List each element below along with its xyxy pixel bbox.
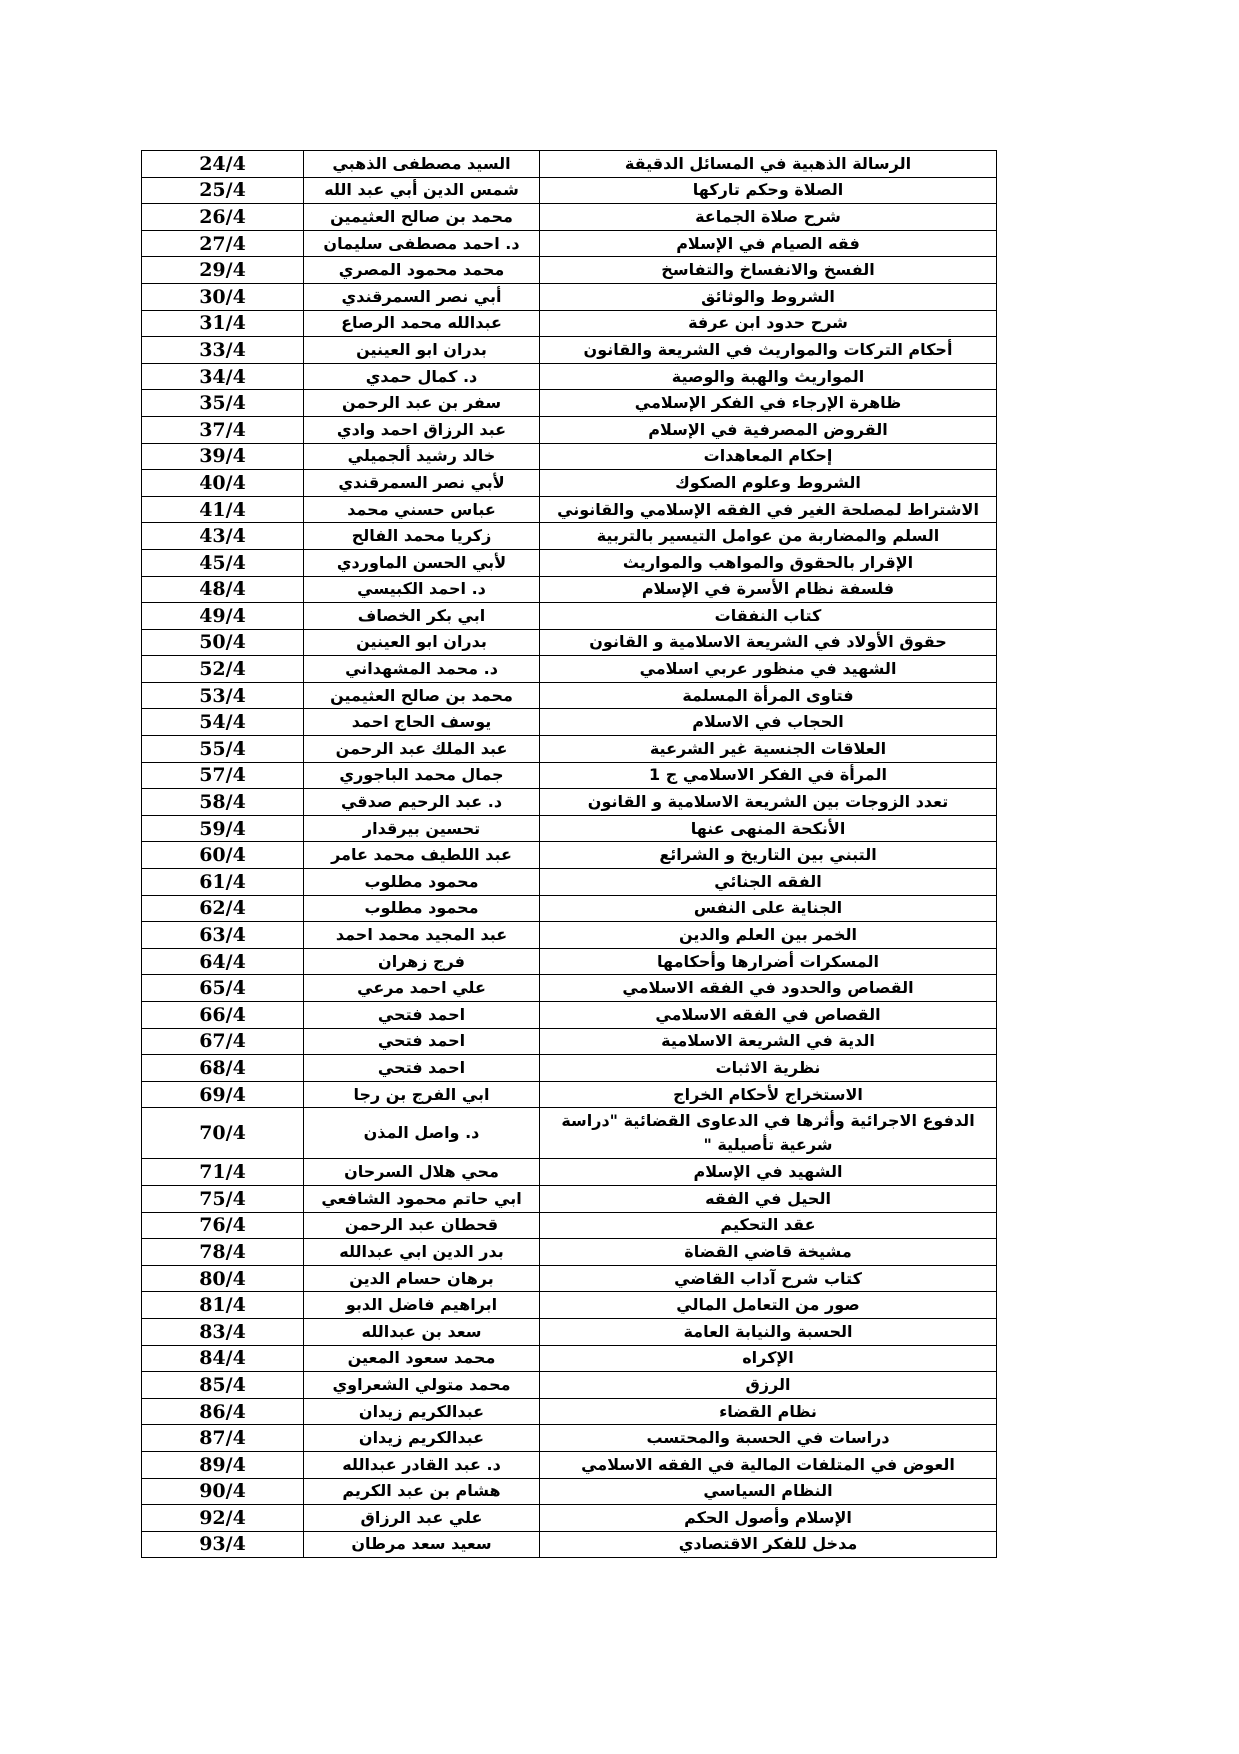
- table-row: [142, 576, 997, 603]
- shelf-code-cell: 49/4: [142, 603, 304, 630]
- book-title-cell: الإسلام وأصول الحكم: [540, 1505, 997, 1532]
- table-row: [142, 948, 997, 975]
- book-title-cell: ظاهرة الإرجاء في الفكر الإسلامي: [540, 390, 997, 417]
- table-row: [142, 1108, 997, 1159]
- table-row: [142, 603, 997, 630]
- book-title-cell: المسكرات أضرارها وأحكامها: [540, 948, 997, 975]
- shelf-code-cell: 52/4: [142, 656, 304, 683]
- author-cell: بدر الدين ابي عبدالله: [304, 1239, 540, 1266]
- book-title-cell: العوض في المتلفات المالية في الفقه الاسلامي: [540, 1451, 997, 1478]
- author-cell: د. احمد الكبيسي: [304, 576, 540, 603]
- book-title-cell: النظام السياسي: [540, 1478, 997, 1505]
- shelf-code-cell: 41/4: [142, 496, 304, 523]
- book-title-cell: الدية في الشريعة الاسلامية: [540, 1028, 997, 1055]
- book-title-cell: الحيل في الفقه: [540, 1185, 997, 1212]
- book-title-cell: الحجاب في الاسلام: [540, 709, 997, 736]
- table-row: [142, 549, 997, 576]
- book-title-cell: الفسخ والانفساخ والتفاسخ: [540, 257, 997, 284]
- book-title-cell: دراسات في الحسبة والمحتسب: [540, 1425, 997, 1452]
- shelf-code-cell: 65/4: [142, 975, 304, 1002]
- shelf-code-cell: 67/4: [142, 1028, 304, 1055]
- author-cell: د. محمد المشهداني: [304, 656, 540, 683]
- table-row: [142, 656, 997, 683]
- table-row: [142, 151, 997, 178]
- author-cell: د. عبد الرحيم صدقي: [304, 789, 540, 816]
- shelf-code-cell: 59/4: [142, 815, 304, 842]
- author-cell: محمود مطلوب: [304, 895, 540, 922]
- table-row: [142, 1372, 997, 1399]
- shelf-code-cell: 81/4: [142, 1292, 304, 1319]
- shelf-code-cell: 40/4: [142, 470, 304, 497]
- table-row: [142, 204, 997, 231]
- book-title-cell: القصاص والحدود في الفقه الاسلامي: [540, 975, 997, 1002]
- shelf-code-cell: 26/4: [142, 204, 304, 231]
- shelf-code-cell: 86/4: [142, 1398, 304, 1425]
- shelf-code-cell: 45/4: [142, 549, 304, 576]
- shelf-code-cell: 71/4: [142, 1159, 304, 1186]
- shelf-code-cell: 76/4: [142, 1212, 304, 1239]
- book-title-cell: كتاب النفقات: [540, 603, 997, 630]
- table-row: [142, 177, 997, 204]
- book-title-cell: فقه الصيام في الإسلام: [540, 230, 997, 257]
- author-cell: سعيد سعد مرطان: [304, 1531, 540, 1558]
- book-title-cell: القروض المصرفية في الإسلام: [540, 416, 997, 443]
- shelf-code-cell: 55/4: [142, 736, 304, 763]
- table-row: [142, 736, 997, 763]
- shelf-code-cell: 78/4: [142, 1239, 304, 1266]
- book-title-cell: الاشتراط لمصلحة الغير في الفقه الإسلامي والقانوني: [540, 496, 997, 523]
- book-title-cell: الحسبة والنيابة العامة: [540, 1318, 997, 1345]
- author-cell: محمد محمود المصري: [304, 257, 540, 284]
- book-title-cell: الشروط وعلوم الصكوك: [540, 470, 997, 497]
- author-cell: احمد فتحي: [304, 1002, 540, 1029]
- author-cell: قحطان عبد الرحمن: [304, 1212, 540, 1239]
- shelf-code-cell: 84/4: [142, 1345, 304, 1372]
- author-cell: محمود مطلوب: [304, 869, 540, 896]
- table-row: [142, 842, 997, 869]
- book-title-cell: فلسفة نظام الأسرة في الإسلام: [540, 576, 997, 603]
- shelf-code-cell: 90/4: [142, 1478, 304, 1505]
- author-cell: أبي نصر السمرقندي: [304, 283, 540, 310]
- table-row: [142, 390, 997, 417]
- book-title-cell: التبني بين التاريخ و الشرائع: [540, 842, 997, 869]
- table-row: [142, 922, 997, 949]
- author-cell: تحسين بيرقدار: [304, 815, 540, 842]
- shelf-code-cell: 53/4: [142, 682, 304, 709]
- table-row: [142, 1505, 997, 1532]
- author-cell: د. عبد القادر عبدالله: [304, 1451, 540, 1478]
- author-cell: زكريا محمد الفالح: [304, 523, 540, 550]
- table-row: [142, 762, 997, 789]
- author-cell: سفر بن عبد الرحمن: [304, 390, 540, 417]
- book-title-cell: أحكام التركات والمواريث في الشريعة والقانون: [540, 337, 997, 364]
- table-row: [142, 869, 997, 896]
- author-cell: احمد فتحي: [304, 1055, 540, 1082]
- author-cell: يوسف الحاج احمد: [304, 709, 540, 736]
- author-cell: محمد بن صالح العثيمين: [304, 682, 540, 709]
- book-title-cell: كتاب شرح آداب القاضي: [540, 1265, 997, 1292]
- shelf-code-cell: 50/4: [142, 629, 304, 656]
- shelf-code-cell: 30/4: [142, 283, 304, 310]
- author-cell: بدران ابو العينين: [304, 629, 540, 656]
- author-cell: ابي الفرج بن رجا: [304, 1081, 540, 1108]
- author-cell: ابي حاتم محمود الشافعي: [304, 1185, 540, 1212]
- author-cell: جمال محمد الباجوري: [304, 762, 540, 789]
- author-cell: السيد مصطفى الذهبي: [304, 151, 540, 178]
- book-title-cell: الرزق: [540, 1372, 997, 1399]
- book-title-cell: الشهيد في الإسلام: [540, 1159, 997, 1186]
- author-cell: محمد سعود المعين: [304, 1345, 540, 1372]
- author-cell: فرج زهران: [304, 948, 540, 975]
- shelf-code-cell: 48/4: [142, 576, 304, 603]
- table-row: [142, 337, 997, 364]
- book-title-cell: الجناية على النفس: [540, 895, 997, 922]
- table-row: [142, 629, 997, 656]
- table-row: [142, 975, 997, 1002]
- author-cell: عبد الملك عبد الرحمن: [304, 736, 540, 763]
- shelf-code-cell: 69/4: [142, 1081, 304, 1108]
- book-title-cell: السلم والمضاربة من عوامل التيسير بالتربية: [540, 523, 997, 550]
- table-row: [142, 496, 997, 523]
- book-title-cell: الصلاة وحكم تاركها: [540, 177, 997, 204]
- table-row: [142, 257, 997, 284]
- shelf-code-cell: 31/4: [142, 310, 304, 337]
- table-row: [142, 682, 997, 709]
- table-row: [142, 283, 997, 310]
- shelf-code-cell: 25/4: [142, 177, 304, 204]
- shelf-code-cell: 66/4: [142, 1002, 304, 1029]
- table-row: [142, 230, 997, 257]
- table-row: [142, 470, 997, 497]
- shelf-code-cell: 27/4: [142, 230, 304, 257]
- book-title-cell: نظام القضاء: [540, 1398, 997, 1425]
- book-title-cell: القصاص في الفقه الاسلامي: [540, 1002, 997, 1029]
- author-cell: د. واصل المذن: [304, 1108, 540, 1159]
- author-cell: برهان حسام الدين: [304, 1265, 540, 1292]
- shelf-code-cell: 87/4: [142, 1425, 304, 1452]
- book-title-cell: الإقرار بالحقوق والمواهب والمواريث: [540, 549, 997, 576]
- book-title-cell: الشهيد في منظور عربي اسلامي: [540, 656, 997, 683]
- table-row: [142, 815, 997, 842]
- author-cell: د. احمد مصطفى سليمان: [304, 230, 540, 257]
- shelf-code-cell: 83/4: [142, 1318, 304, 1345]
- table-row: [142, 1398, 997, 1425]
- author-cell: بدران ابو العينين: [304, 337, 540, 364]
- book-title-cell: مشيخة قاضي القضاة: [540, 1239, 997, 1266]
- author-cell: خالد رشيد ألجميلي: [304, 443, 540, 470]
- shelf-code-cell: 39/4: [142, 443, 304, 470]
- shelf-code-cell: 58/4: [142, 789, 304, 816]
- shelf-code-cell: 62/4: [142, 895, 304, 922]
- shelf-code-cell: 60/4: [142, 842, 304, 869]
- table-row: [142, 363, 997, 390]
- table-row: [142, 1239, 997, 1266]
- author-cell: عبد الرزاق احمد وادي: [304, 416, 540, 443]
- book-title-cell: نظرية الاثبات: [540, 1055, 997, 1082]
- table-row: [142, 310, 997, 337]
- book-title-cell: الشروط والوثائق: [540, 283, 997, 310]
- shelf-code-cell: 93/4: [142, 1531, 304, 1558]
- author-cell: ابي بكر الخصاف: [304, 603, 540, 630]
- table-row: [142, 789, 997, 816]
- author-cell: عبد المجيد محمد احمد: [304, 922, 540, 949]
- table-row: [142, 1478, 997, 1505]
- table-row: [142, 1159, 997, 1186]
- shelf-code-cell: 75/4: [142, 1185, 304, 1212]
- author-cell: لأبي الحسن الماوردي: [304, 549, 540, 576]
- shelf-code-cell: 68/4: [142, 1055, 304, 1082]
- table-row: [142, 1531, 997, 1558]
- book-title-cell: المواريث والهبة والوصية: [540, 363, 997, 390]
- author-cell: د. كمال حمدي: [304, 363, 540, 390]
- shelf-code-cell: 37/4: [142, 416, 304, 443]
- author-cell: عباس حسني محمد: [304, 496, 540, 523]
- author-cell: هشام بن عبد الكريم: [304, 1478, 540, 1505]
- shelf-code-cell: 70/4: [142, 1108, 304, 1159]
- book-title-cell: تعدد الزوجات بين الشريعة الاسلامية و القانون: [540, 789, 997, 816]
- author-cell: محمد بن صالح العثيمين: [304, 204, 540, 231]
- book-title-cell: العلاقات الجنسية غير الشرعية: [540, 736, 997, 763]
- table-row: [142, 1212, 997, 1239]
- author-cell: عبد اللطيف محمد عامر: [304, 842, 540, 869]
- shelf-code-cell: 92/4: [142, 1505, 304, 1532]
- shelf-code-cell: 89/4: [142, 1451, 304, 1478]
- book-title-cell: المرأة في الفكر الاسلامي ج 1: [540, 762, 997, 789]
- shelf-code-cell: 35/4: [142, 390, 304, 417]
- table-row: [142, 1028, 997, 1055]
- shelf-code-cell: 24/4: [142, 151, 304, 178]
- table-row: [142, 1292, 997, 1319]
- book-title-cell: فتاوى المرأة المسلمة: [540, 682, 997, 709]
- book-title-cell: الخمر بين العلم والدين: [540, 922, 997, 949]
- book-title-cell: الاستخراج لأحكام الخراج: [540, 1081, 997, 1108]
- table-row: [142, 1451, 997, 1478]
- book-catalog-table: [141, 150, 997, 1558]
- book-title-cell: شرح صلاة الجماعة: [540, 204, 997, 231]
- table-row: [142, 443, 997, 470]
- book-title-cell: الفقه الجنائي: [540, 869, 997, 896]
- table-row: [142, 1345, 997, 1372]
- author-cell: احمد فتحي: [304, 1028, 540, 1055]
- author-cell: عبدالكريم زيدان: [304, 1425, 540, 1452]
- book-title-cell: شرح حدود ابن عرفة: [540, 310, 997, 337]
- shelf-code-cell: 54/4: [142, 709, 304, 736]
- table-row: [142, 523, 997, 550]
- table-row: [142, 895, 997, 922]
- author-cell: لأبي نصر السمرقندي: [304, 470, 540, 497]
- author-cell: عبدالله محمد الرصاع: [304, 310, 540, 337]
- book-title-cell: إحكام المعاهدات: [540, 443, 997, 470]
- author-cell: ابراهيم فاضل الدبو: [304, 1292, 540, 1319]
- shelf-code-cell: 85/4: [142, 1372, 304, 1399]
- table-row: [142, 1265, 997, 1292]
- catalog-body: [142, 151, 997, 1558]
- shelf-code-cell: 61/4: [142, 869, 304, 896]
- shelf-code-cell: 57/4: [142, 762, 304, 789]
- table-row: [142, 709, 997, 736]
- shelf-code-cell: 43/4: [142, 523, 304, 550]
- shelf-code-cell: 64/4: [142, 948, 304, 975]
- book-title-cell: حقوق الأولاد في الشريعة الاسلامية و القانون: [540, 629, 997, 656]
- table-row: [142, 416, 997, 443]
- shelf-code-cell: 33/4: [142, 337, 304, 364]
- book-title-cell: الرسالة الذهبية في المسائل الدقيقة: [540, 151, 997, 178]
- book-title-cell: الأنكحة المنهى عنها: [540, 815, 997, 842]
- table-row: [142, 1425, 997, 1452]
- table-row: [142, 1185, 997, 1212]
- shelf-code-cell: 34/4: [142, 363, 304, 390]
- shelf-code-cell: 63/4: [142, 922, 304, 949]
- book-title-cell: الدفوع الاجرائية وأثرها في الدعاوى القضائية "دراسة شرعية تأصيلية ": [540, 1108, 997, 1159]
- table-row: [142, 1055, 997, 1082]
- book-title-cell: الإكراه: [540, 1345, 997, 1372]
- book-title-cell: صور من التعامل المالي: [540, 1292, 997, 1319]
- author-cell: عبدالكريم زيدان: [304, 1398, 540, 1425]
- author-cell: علي عبد الرزاق: [304, 1505, 540, 1532]
- book-title-cell: عقد التحكيم: [540, 1212, 997, 1239]
- author-cell: محمد متولي الشعراوي: [304, 1372, 540, 1399]
- book-title-cell: مدخل للفكر الاقتصادي: [540, 1531, 997, 1558]
- author-cell: شمس الدين أبي عبد الله: [304, 177, 540, 204]
- author-cell: سعد بن عبدالله: [304, 1318, 540, 1345]
- table-row: [142, 1002, 997, 1029]
- table-row: [142, 1081, 997, 1108]
- author-cell: علي احمد مرعي: [304, 975, 540, 1002]
- shelf-code-cell: 29/4: [142, 257, 304, 284]
- author-cell: محي هلال السرحان: [304, 1159, 540, 1186]
- shelf-code-cell: 80/4: [142, 1265, 304, 1292]
- table-row: [142, 1318, 997, 1345]
